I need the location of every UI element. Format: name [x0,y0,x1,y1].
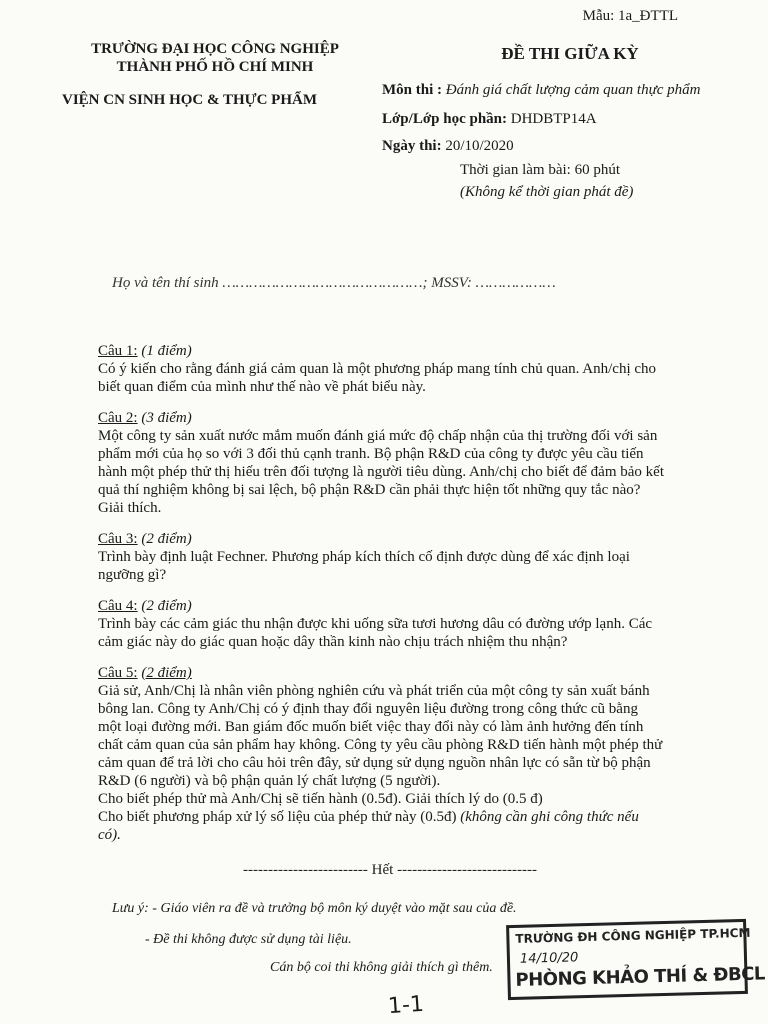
question-text-line: chất cảm quan của sản phẩm hay không. Công ty yêu cầu phòng R&D tiến hành một phép thử [98,737,663,753]
question-text-line: R&D (6 người) và bộ phận quản lý chất lượng (5 người). [98,773,441,789]
question-1 [98,342,698,396]
question-text-line: ngưỡng gì? [98,567,167,583]
question-text-line: hành một phép thử thị hiếu trên đối tượng là người tiêu dùng. Anh/chị cho biết để đảm bảo kết [98,464,664,480]
question-points: (3 điểm) [141,410,192,426]
question-text-line: Một công ty sản xuất nước mắm muốn đánh giá mức độ chấp nhận của thị trường đối với sản [98,428,658,444]
question-text-italic-cont: có). [98,827,121,843]
question-text-line [98,826,698,844]
institute-name: VIỆN CN SINH HỌC & THỰC PHẨM [62,92,318,108]
question-text-line: cảm quan để trả lời cho câu hỏi trên đây, sử dụng sử dụng nguồn nhân lực có sẵn từ bộ phận [98,755,651,771]
subject-value: Đánh giá chất lượng cảm quan thực phẩm [445,82,701,98]
class-row [382,111,597,128]
question-text-line: phẩm mới của họ so với 3 đối thủ cạnh tranh. Bộ phận R&D của công ty được yêu cầu tiến [98,446,644,462]
student-info-line: Họ và tên thí sinh ………………………………………; MSSV: ……………… [112,275,556,291]
question-4 [98,597,698,651]
office-stamp [506,919,766,1000]
date-value: 20/10/2020 [445,138,514,154]
class-value: DHDBTP14A [510,111,597,127]
end-marker: ------------------------- Hết ---------------------------- [243,862,537,878]
notes-label: Lưu ý: - [112,901,157,916]
question-header [98,409,698,427]
notes-block [112,893,517,955]
exam-duration: Thời gian làm bài: 60 phút [460,162,620,178]
question-label: Câu 5: [98,665,138,681]
date-row [382,138,514,155]
school-name [60,40,370,76]
question-text-line: Cho biết phép thử mà Anh/Chị sẽ tiến hành (0.5đ). Giải thích lý do (0.5 đ) [98,791,543,807]
notes-item: Giáo viên ra đề và trưởng bộ môn ký duyệt vào mặt sau của đề. [160,901,517,916]
question-text-line-part: Cho biết phương pháp xử lý số liệu của phép thử này (0.5đ) [98,809,457,825]
school-name-line1: TRƯỜNG ĐẠI HỌC CÔNG NGHIỆP [91,41,339,57]
question-points: (2 điểm) [141,665,192,681]
school-name-line2: THÀNH PHỐ HỒ CHÍ MINH [116,59,314,75]
question-label: Câu 1: [98,343,138,359]
question-text-line: Trình bày các cảm giác thu nhận được khi uống sữa tươi hương dâu có đường ướp lạnh. Các [98,616,653,632]
question-text-line: Giải thích. [98,500,162,516]
page-number: 1-1 [387,991,425,1020]
stamp-date: 14/10/20 [519,950,579,967]
date-label: Ngày thi: [382,138,442,154]
question-text-line: cảm giác này do giác quan hoặc dây thần kinh nào chịu trách nhiệm thu nhận? [98,634,568,650]
question-list [98,342,698,857]
question-header [98,597,698,615]
question-text-line: biết quan điểm của mình như thế nào về phát biểu này. [98,379,426,395]
question-text-line: Giả sử, Anh/Chị là nhân viên phòng nghiên cứu và phát triển của một công ty sản xuất bánh [98,683,650,699]
exam-title: ĐỀ THI GIỮA KỲ [501,44,639,63]
question-text-line: Trình bày định luật Fechner. Phương pháp kích thích cố định được dùng để xác định loại [98,549,630,565]
question-header [98,664,698,682]
question-2 [98,409,698,517]
notes-item: - Đề thi không được sử dụng tài liệu. [145,932,352,947]
question-label: Câu 3: [98,531,138,547]
question-text-line: quả thí nghiệm không bị sai lệch, bộ phận R&D cần phải thực hiện tốt những quy tắc nào? [98,482,641,498]
question-text-italic: (không cần ghi công thức nếu [460,809,639,825]
subject-label: Môn thi : [382,82,442,98]
question-5 [98,664,698,844]
question-label: Câu 4: [98,598,138,614]
subject-row [382,82,701,99]
question-text-line: Có ý kiến cho rằng đánh giá cảm quan là một phương pháp mang tính chủ quan. Anh/chị cho [98,361,657,377]
question-text-line: bông lan. Công ty Anh/Chị có ý định thay đổi nguyên liệu đường trong công thức cũ bằng [98,701,638,717]
stamp-line-3: PHÒNG KHẢO THÍ & ĐBCL [515,963,766,991]
question-label: Câu 2: [98,410,138,426]
class-label: Lớp/Lớp học phần: [382,111,507,127]
question-3 [98,530,698,584]
exam-duration-note: (Không kể thời gian phát đề) [460,184,634,200]
form-code: Mẫu: 1a_ĐTTL [582,8,678,24]
question-text-line [98,808,698,826]
question-text-line: một loại đường mới. Ban giám đốc muốn biết việc thay đổi này có làm ảnh hưởng đến tính [98,719,644,735]
proctor-note: Cán bộ coi thi không giải thích gì thêm. [270,960,493,975]
question-points: (2 điểm) [141,531,192,547]
question-header [98,530,698,548]
question-points: (1 điểm) [141,343,192,359]
stamp-line-1: TRƯỜNG ĐH CÔNG NGHIỆP TP.HCM [515,925,751,946]
question-header [98,342,698,360]
question-points: (2 điểm) [141,598,192,614]
